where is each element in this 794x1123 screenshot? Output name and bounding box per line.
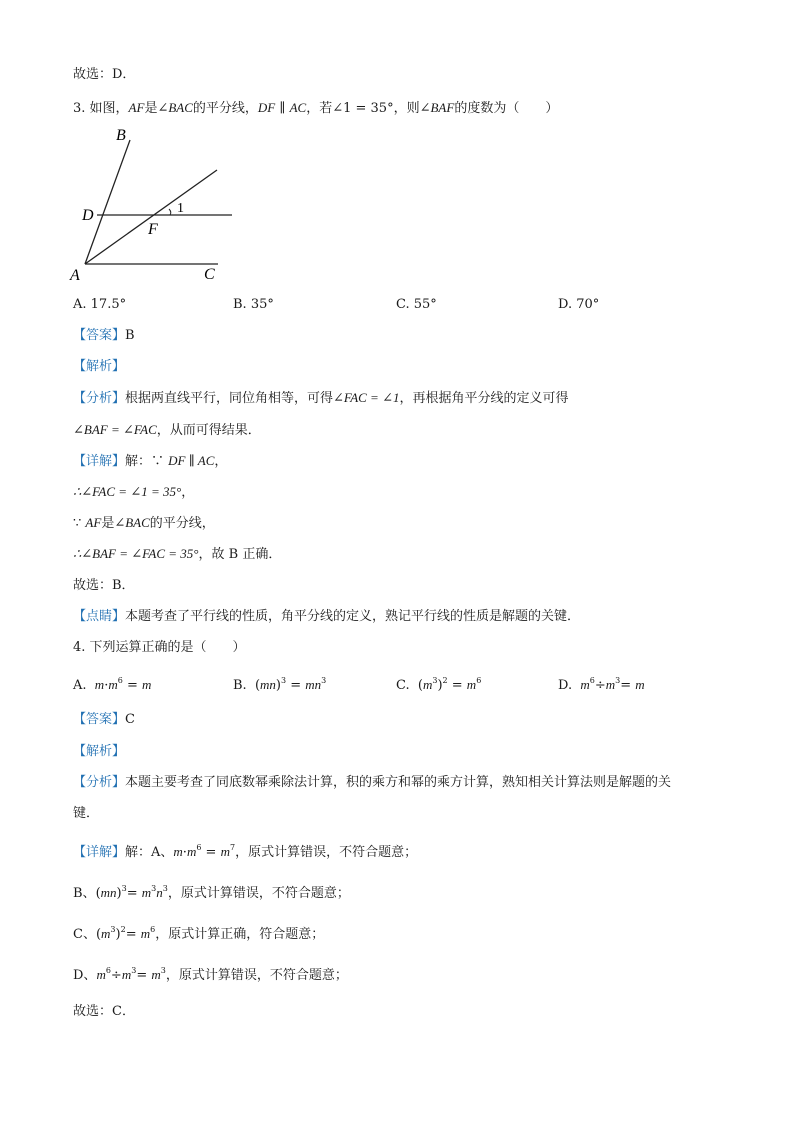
- q3-text-2: 的平分线，: [192, 101, 258, 116]
- q3-parallel: ∥: [279, 101, 286, 116]
- answer-label: 【答案】: [73, 328, 126, 343]
- q4-fenxi-cont: 键．: [73, 806, 100, 821]
- q4-detail-d-end: ，原式计算错误，不符合题意；: [165, 968, 348, 983]
- q4-detail-a: 【详解】解：A、$m\cdot m^6 = m^7$，原式计算错误，不符合题意；: [73, 843, 418, 860]
- q4-answer: [73, 711, 135, 729]
- fenxi-text-2: ，再根据角平分线的定义可得: [399, 391, 569, 406]
- detail-math-2: ∴∠FAC = ∠1 = 35°: [73, 484, 182, 499]
- dianjing-label: 【点睛】: [73, 609, 126, 624]
- q3-af: AF: [128, 100, 145, 115]
- detail-3-pre: ∵: [73, 516, 82, 531]
- q3-df: DF: [257, 100, 276, 115]
- detail-end-4: ，故 B 正确．: [198, 547, 282, 562]
- detail-math-1: DF ∥ AC: [168, 453, 215, 468]
- q3-option-b: B. 35°: [233, 297, 274, 312]
- q4-detail-c-pre: C、: [73, 927, 96, 942]
- q3-dianjing: [73, 608, 580, 626]
- q4-answer-label: 【答案】: [73, 712, 126, 727]
- q3-stem: [73, 99, 558, 118]
- q3-detail-2: [73, 483, 194, 502]
- q3-detail-3: [73, 514, 215, 533]
- q4-fenxi-label: 【分析】: [73, 775, 126, 790]
- label-1: 1: [177, 201, 184, 216]
- q3-option-d: D. 70°: [558, 297, 600, 312]
- label-d: D: [82, 207, 94, 224]
- analysis-label: 【解析】: [73, 359, 126, 374]
- detail-text-1: 解：∵: [125, 454, 165, 469]
- detail-label: 【详解】: [73, 454, 126, 469]
- detail-3-mid: 是: [101, 516, 115, 531]
- q4-option-c: C. $(m^3)^2 = m^6$: [396, 676, 482, 693]
- line-af: [85, 170, 217, 264]
- q3-text-5: 的度数为（ ）: [454, 101, 559, 116]
- q4-detail-b-end: ，原式计算错误，不符合题意；: [167, 886, 350, 901]
- fenxi-text-1: 根据两直线平行，同位角相等，可得: [125, 391, 334, 406]
- q3-fenxi-cont: [73, 421, 261, 440]
- q3-answer: [73, 327, 135, 345]
- q3-detail-4: [73, 545, 281, 564]
- line-ab: [85, 140, 130, 264]
- q3-option-c: C. 55°: [396, 297, 437, 312]
- q4-analysis-label: [73, 743, 125, 761]
- q3-choose: 故选：B．: [73, 578, 135, 593]
- q4-detail-c-end: ，原式计算正确，符合题意；: [155, 927, 325, 942]
- geometry-svg: [60, 122, 260, 292]
- q4-option-a-label: A.: [73, 678, 87, 693]
- q4-option-b-label: B.: [233, 678, 247, 693]
- q4-option-d: D. $m^6\div m^3= m$: [558, 676, 645, 693]
- label-a: A: [70, 267, 80, 284]
- detail-end-2: ，: [181, 485, 195, 500]
- previous-answer: 故选：D．: [73, 67, 136, 82]
- angle-1-arc: [169, 209, 171, 215]
- q4-detail-a-pre: 解：A、: [125, 845, 174, 860]
- dianjing-text: 本题考查了平行线的性质，角平分线的定义，熟记平行线的性质是解题的关键．: [125, 609, 581, 624]
- q4-option-a: A. $m\cdot m^6 = m$: [73, 676, 152, 693]
- q3-ac: AC: [289, 100, 307, 115]
- detail-3-af: AF: [85, 515, 102, 530]
- q4-detail-c: C、$(m^3)^2= m^6$，原式计算正确，符合题意；: [73, 925, 325, 942]
- detail-3-angle: ∠BAC: [114, 515, 150, 530]
- q3-angle-baf: ∠BAF: [419, 100, 455, 115]
- q3-text-3: ，若: [306, 101, 333, 116]
- q3-text-1: 是: [144, 101, 158, 116]
- q3-analysis-label: [73, 358, 125, 376]
- q4-stem: 4. 下列运算正确的是（ ）: [73, 640, 246, 655]
- q4-detail-label: 【详解】: [73, 845, 126, 860]
- q3-fenxi: [73, 389, 568, 408]
- q4-detail-d: D、$m^6\div m^3= m^3$，原式计算错误，不符合题意；: [73, 966, 348, 983]
- q4-option-d-label: D.: [558, 678, 573, 693]
- q3-condition: ∠1 = 35°: [332, 101, 394, 116]
- label-f: F: [148, 221, 158, 238]
- q4-detail-d-pre: D、: [73, 968, 97, 983]
- q4-analysis-label-text: 【解析】: [73, 744, 126, 759]
- detail-end-1: ，: [214, 454, 228, 469]
- q4-fenxi-text-1: 本题主要考查了同底数幂乘除法计算，积的乘方和幂的乘方计算，熟知相关计算法则是解题的关: [125, 775, 672, 790]
- q3-text-4: ，则: [393, 101, 420, 116]
- q4-answer-value: C: [125, 712, 135, 727]
- q3-geometry-figure: [60, 122, 260, 292]
- fenxi-label: 【分析】: [73, 391, 126, 406]
- q4-detail-b-pre: B、: [73, 886, 96, 901]
- fenxi-eq-2: ∠BAF = ∠FAC: [73, 422, 157, 437]
- label-c: C: [204, 266, 215, 283]
- q3-stem-prefix: 3. 如图，: [73, 101, 129, 116]
- q3-detail-1: [73, 452, 227, 471]
- q4-choose: 故选：C．: [73, 1004, 135, 1019]
- fenxi-text-3: ，从而可得结果．: [156, 423, 261, 438]
- answer-value: B: [125, 328, 135, 343]
- q4-option-c-label: C.: [396, 678, 410, 693]
- detail-3-end: 的平分线，: [149, 516, 215, 531]
- detail-math-4: ∴∠BAF = ∠FAC = 35°: [73, 546, 199, 561]
- q3-option-a: A. 17.5°: [73, 297, 127, 312]
- q4-detail-a-end: ，原式计算错误，不符合题意；: [235, 845, 418, 860]
- label-b: B: [116, 127, 126, 144]
- q4-option-b: B. $(mn)^3 = mn^3$: [233, 676, 327, 693]
- q3-angle-bac: ∠BAC: [157, 100, 193, 115]
- fenxi-eq-1: ∠FAC = ∠1: [333, 390, 400, 405]
- q4-detail-b: B、$(mn)^3= m^3n^3$，原式计算错误，不符合题意；: [73, 884, 350, 901]
- q4-fenxi: [73, 774, 671, 792]
